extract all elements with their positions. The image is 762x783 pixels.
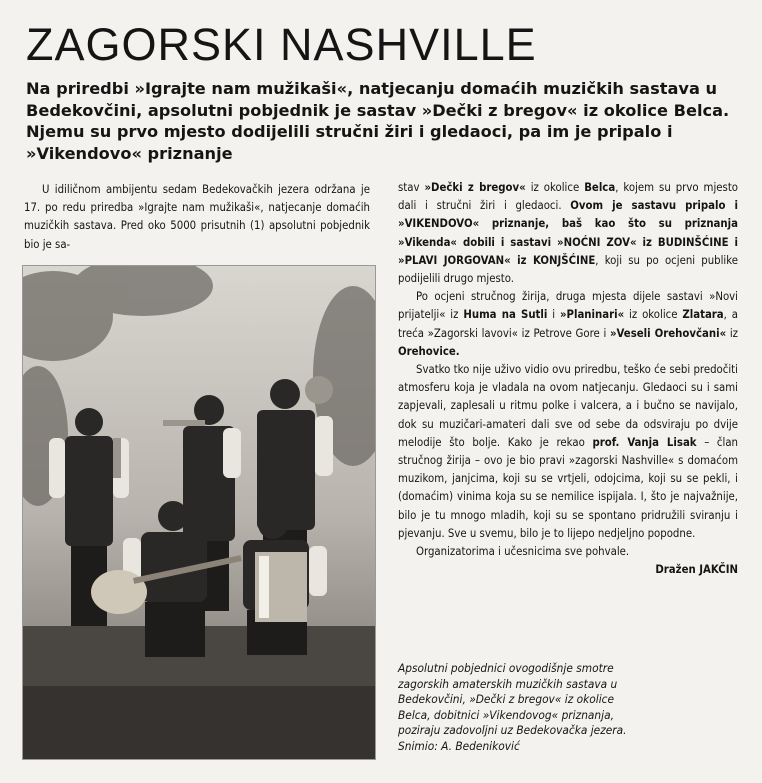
caption-line: Bedekovčini, »Dečki z bregov« iz okolice (398, 692, 615, 707)
place-name-hum: Huma na Sutli (463, 308, 548, 322)
place-name-zlatar: Zlatara (682, 308, 724, 322)
band-photo (22, 265, 376, 760)
vikend-award-text: Ovom je sastavu pripalo i »VIKENDOVO« priznanje, baš kao što su priznanja »Vikenda« dobili i sastavi »NOĆNI ZOV« iz BUDINŠĆINE i »PLAVI JORGOVAN« iz KONJŠĆINE (398, 199, 738, 267)
article-paragraph-3 (398, 361, 738, 543)
caption-line: Belca, dobitnici »Vikendovog« priznanja, (398, 707, 614, 722)
band-name-planinari: »Planinari« (559, 308, 625, 322)
photo-credit: Snimio: A. Bedeniković (398, 738, 520, 753)
paragraph-text: iz okolice (525, 181, 585, 194)
photo-caption (398, 661, 728, 755)
article-paragraph-4: Organizatorima i učesnicima sve pohvale. (416, 545, 630, 559)
paragraph-text: , koji su po ocjeni publike podijelili drugo mjesto. (398, 253, 738, 286)
accordion (255, 552, 307, 622)
article-headline: ZAGORSKI NASHVILLE (26, 19, 537, 70)
article-paragraph-2 (398, 288, 738, 361)
paragraph-text: , a treća »Zagorski lavovi« iz Petrove Gore i (398, 308, 739, 340)
article-paragraph-1 (398, 179, 738, 288)
caption-line: Apsolutni pobjednici ovogodišnje smotre (398, 661, 614, 675)
article-intro-paragraph: U idiličnom ambijentu sedam Bedekovačkih jezera održana je 17. po redu priredba »Igrajte nam mužikaši«, natjecanje domaćih muzičkih sastava. Pred oko 5000 prisutnih (1) apsolutni pobjednik bio je sa- (24, 183, 370, 251)
article-column-right (398, 179, 738, 579)
caption-line: poziraju zadovoljni uz Bedekovačka jezera. (398, 723, 627, 738)
caption-line: zagorskih amaterskih muzičkih sastava u (398, 676, 618, 691)
article-lead: Na priredbi »Igrajte nam mužikaši«, natjecanju domaćih muzičkih sastava u Bedekovčini, apsolutni pobjednik je sastav »Dečki z bregov« iz okolice Belca. Njemu su prvo mjesto dodijelili stručni žiri i gledaoci, pa im je pripalo i »Vikendovo« priznanje (26, 79, 730, 163)
paragraph-text: i (547, 308, 560, 322)
paragraph-text: stav (398, 181, 425, 194)
band-name-decki: »Dečki z bregov« (424, 181, 526, 194)
band-name-orehovcani: »Veseli Orehovčani« (609, 326, 727, 340)
place-name-belec: Belca (584, 181, 616, 194)
paragraph-text: – član stručnog žirija – ovo je bio pravi »zagorski Nashville« s domaćom muzikom, janjcima, koji su se vrtjeli, odojcima, koji su se pekli, i (domaćim) vinima koja su se nemilice ispijala. I, što je najvažnije, bilo je tu mnogo mladih, koji su se spontano pridružili sviranju i pjevanju. Sve u svemu, bilo je to lijepo nedjeljno popodne. (398, 435, 738, 540)
paragraph-text: Svatko tko nije uživo vidio ovu priredbu, teško će sebi predočiti atmosferu koja je vladala na ovom natjecanju. Gledaoci su i sami zapjevali, zaplesali u ritmu polke i valcera, a i bučno se navijalo, dok su muzičari-amateri dali sve od sebe da odsviraju po dvije melodije što bolje. Kako je rekao (398, 363, 738, 449)
paragraph-text: , kojem su prvo mjesto dali i stručni žiri i gledaoci. (398, 181, 739, 213)
article-column-left (24, 181, 370, 254)
paragraph-text: iz okolice (624, 308, 683, 322)
author-signature: Dražen JAKČIN (655, 563, 738, 577)
person-name-lisak: prof. Vanja Lisak (592, 435, 697, 449)
paragraph-text: iz (726, 326, 738, 340)
paragraph-text: Po ocjeni stručnog žirija, druga mjesta dijele sastavi »Novi prijatelji« iz (398, 290, 738, 322)
place-name-orehovica: Orehovice. (398, 344, 460, 358)
